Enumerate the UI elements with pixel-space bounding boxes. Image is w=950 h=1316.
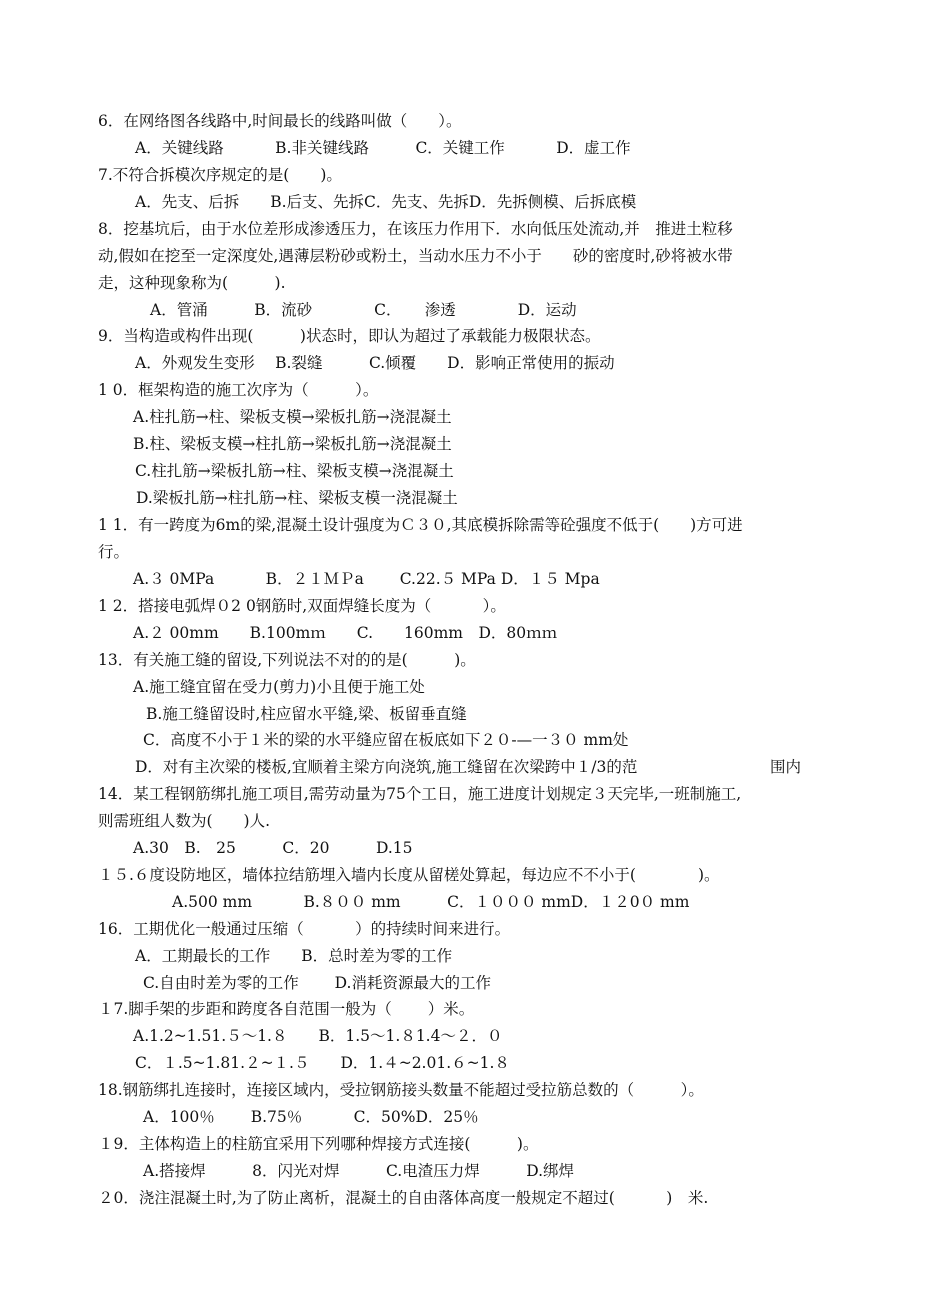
q12-options: A.２ 00mm B.100mｍ C. 160mm D．80ｍｍ bbox=[133, 624, 558, 642]
q17-options-ab: A.1.2~1.51.５～1.８ B．1.5～1.８1.4～２．０ bbox=[133, 1027, 503, 1045]
q10-option-c: C.柱扎筋→梁板扎筋→柱、梁板支模→浇混凝土 bbox=[135, 462, 454, 480]
q18-stem: 18.钢筋绑扎连接时，连接区域内，受拉钢筋接头数量不能超过受拉筋总数的（ ）。 bbox=[98, 1081, 704, 1099]
q10-stem: 1 0．框架构造的施工次序为（ ）。 bbox=[98, 381, 379, 399]
q16-options-cd: C.自由时差为零的工作 D.消耗资源最大的工作 bbox=[143, 974, 491, 992]
q8-stem-line1: 8．挖基坑后，由于水位差形成渗透压力，在该压力作用下．水向低压处流动,并 推进土粒移 bbox=[98, 220, 733, 238]
q11-stem-line1: 1 1．有一跨度为6m的梁,混凝土设计强度为Ｃ３０,其底模拆除需等砼强度不低于( )方可进 bbox=[98, 516, 743, 534]
q10-option-b: B.柱、梁板支模→柱扎筋→梁板扎筋→浇混凝土 bbox=[133, 435, 452, 453]
q16-options-ab: A．工期最长的工作 B．总时差为零的工作 bbox=[135, 947, 453, 965]
q6-options: A．关键线路 B.非关键线路 C．关键工作 D．虚工作 bbox=[135, 139, 631, 157]
q13-option-d-continued: 围内 bbox=[770, 758, 802, 776]
q9-stem: 9．当构造或构件出现( )状态时，即认为超过了承载能力极限状态。 bbox=[98, 327, 601, 345]
q8-stem-line2: 动,假如在挖至一定深度处,遇薄层粉砂或粉土，当动水压力不小于 砂的密度时,砂将被水带 bbox=[98, 247, 733, 265]
q10-option-a: A.柱扎筋→柱、梁板支模→梁板扎筋→浇混凝土 bbox=[133, 408, 452, 426]
q14-options: A.30 B. 25 C．20 D.15 bbox=[133, 839, 413, 857]
q10-option-d: D.梁板扎筋→柱扎筋→柱、梁板支模一浇混凝土 bbox=[136, 489, 458, 507]
q13-option-b: B.施工缝留设时,柱应留水平缝,梁、板留垂直缝 bbox=[146, 705, 467, 723]
q20-stem: ２0．浇注混凝土时,为了防止离析，混凝土的自由落体高度一般规定不超过( ) 米. bbox=[98, 1189, 709, 1207]
q9-options: A．外观发生变形 B.裂缝 C.倾覆 D．影响正常使用的振动 bbox=[135, 354, 615, 372]
q19-stem: １9．主体构造上的柱筋宜采用下列哪种焊接方式连接( )。 bbox=[98, 1135, 539, 1153]
q17-options-cd: C．１.5~1.81.２~１.５ D．1.４~2.01.６~1.８ bbox=[135, 1054, 510, 1072]
q7-stem: 7.不符合拆模次序规定的是( )。 bbox=[98, 166, 342, 184]
q19-options: A.搭接焊 8．闪光对焊 C.电渣压力焊 D.绑焊 bbox=[143, 1162, 575, 1180]
q14-stem-line2: 则需班组人数为( )人. bbox=[98, 812, 271, 830]
q13-option-d: D．对有主次梁的楼板,宜顺着主梁方向浇筑,施工缝留在次梁跨中１/3的范 bbox=[135, 758, 638, 776]
q11-options: A.３ 0MPa B．２１ＭＰa C.22.５ MPa D．１５ Mpa bbox=[133, 570, 600, 588]
q8-stem-line3: 走，这种现象称为( ). bbox=[98, 274, 286, 292]
q17-stem: １7.脚手架的步距和跨度各自范围一般为（ ）米。 bbox=[98, 1000, 475, 1018]
q16-stem: 16．工期优化一般通过压缩（ ）的持续时间来进行。 bbox=[98, 920, 511, 938]
q13-stem: 13．有关施工缝的留设,下列说法不对的的是( )。 bbox=[98, 651, 476, 669]
q7-options: A．先支、后拆 B.后支、先拆C．先支、先拆D．先拆侧模、后拆底模 bbox=[135, 193, 637, 211]
q12-stem: 1 2．搭接电弧焊０2 0钢筋时,双面焊缝长度为（ ）。 bbox=[98, 597, 506, 615]
q13-option-c: C．高度不小于１米的梁的水平缝应留在板底如下２０-—一３０ mm处 bbox=[143, 731, 629, 749]
q15-options: A.500 mm B.８００ mm C．１０００ mmD．１２0０ mm bbox=[172, 893, 690, 911]
q6-stem: 6．在网络图各线路中,时间最长的线路叫做（ ）。 bbox=[98, 112, 462, 130]
q11-stem-line2: 行。 bbox=[98, 543, 130, 561]
q14-stem-line1: 14．某工程钢筋绑扎施工项目,需劳动量为75个工日，施工进度计划规定３天完毕,一班制施工, bbox=[98, 785, 742, 803]
q13-option-a: A.施工缝宜留在受力(剪力)小且便于施工处 bbox=[133, 678, 425, 696]
q18-options: A．100％ B.75％ C．50%D．25％ bbox=[143, 1108, 479, 1126]
q8-options: A．管涌 B．流砂 C． 渗透 D．运动 bbox=[150, 301, 577, 319]
q15-stem: １５.６度设防地区，墙体拉结筋埋入墙内长度从留槎处算起，每边应不不小于( )。 bbox=[98, 866, 720, 884]
